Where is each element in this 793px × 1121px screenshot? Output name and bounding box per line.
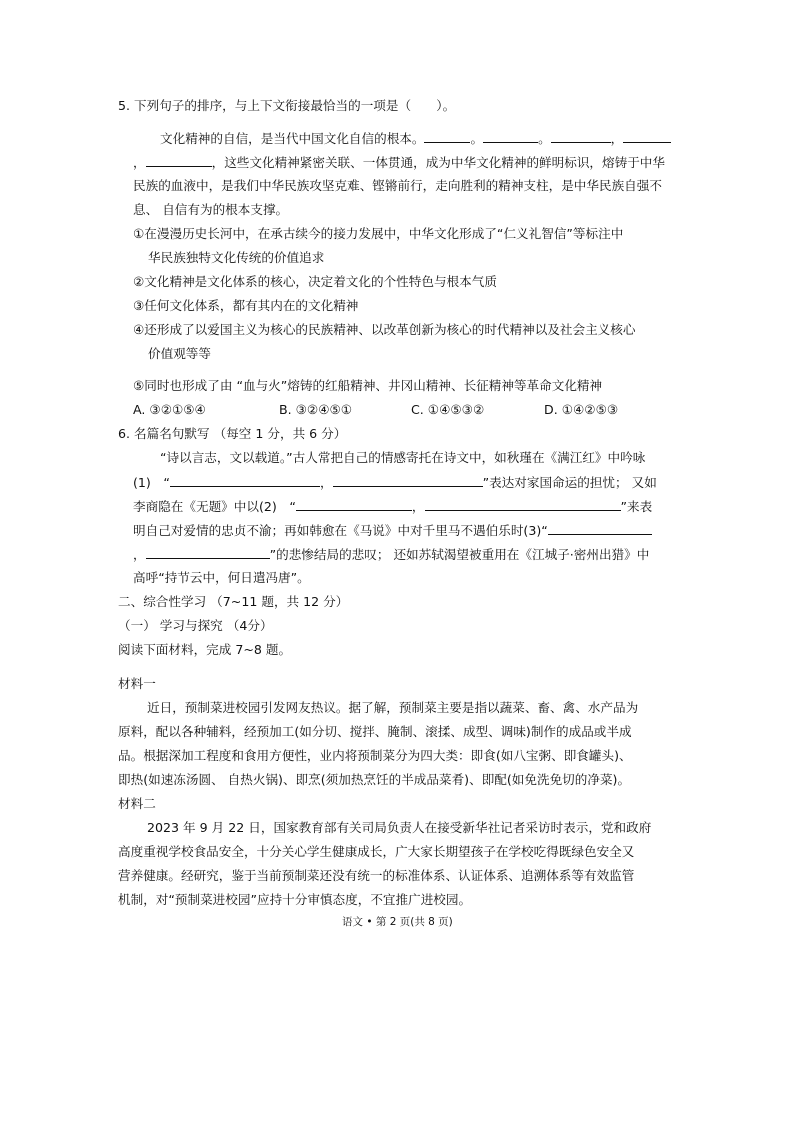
punct: 。 — [538, 131, 551, 146]
material-2-line-3: 营养健康。经研究，鉴于当前预制菜还没有统一的标准体系、认证体系、追溯体系等有效监管 — [118, 868, 635, 883]
q5-sentence-1-cont: 华民族独特文化传统的价值追求 — [148, 250, 325, 265]
material-2-label: 材料二 — [118, 796, 156, 811]
fill-blank[interactable] — [623, 130, 671, 143]
punct: ， — [610, 131, 624, 146]
q6-line-5 — [133, 546, 649, 563]
material-2-line-2: 高度重视学校食品安全，十分关心学生健康成长，广大家长期望孩子在学校吃得既绿色安全又 — [118, 844, 635, 859]
option-a[interactable]: A. ③②①⑤④ — [133, 402, 206, 417]
fill-blank[interactable] — [551, 130, 611, 143]
fill-blank[interactable] — [424, 130, 470, 143]
q6-text: ”的悲惨结局的悲叹； 还如苏轼渴望被重用在《江城子·密州出猎》中 — [269, 547, 650, 562]
q5-para-text: 文化精神的自信，是当代中国文化自信的根本。 — [160, 131, 425, 146]
option-d[interactable]: D. ①④②⑤③ — [544, 402, 619, 417]
q6-text: (1) “ — [133, 475, 170, 490]
q6-line-2 — [133, 474, 657, 491]
fill-blank[interactable] — [333, 474, 483, 487]
q6-text: ”表达对家国命运的担忧； 又如 — [482, 475, 657, 490]
material-1-line-1: 近日，预制菜进校园引发网友热议。据了解，预制菜主要是指以蔬菜、畜、禽、水产品为 — [147, 700, 639, 715]
q6-line-1: “诗以言志，文以载道。”古人常把自己的情感寄托在诗文中，如秋瑾在《满江红》中吟咏 — [160, 450, 646, 465]
section-2-subtitle: （一） 学习与探究 （4分） — [118, 618, 273, 633]
material-1-line-3: 品。根据深加工程度和食用方便性，业内将预制菜分为四大类：即食(如八宝粥、即食罐头)、 — [118, 748, 632, 763]
material-2-line-4: 机制，对“预制菜进校园”应持十分审慎态度，不宜推广进校园。 — [118, 892, 472, 907]
fill-blank[interactable] — [146, 154, 212, 167]
fill-blank[interactable] — [425, 498, 621, 511]
q6-text: 明自己对爱情的忠贞不渝；再如韩愈在《马说》中对千里马不遇伯乐时(3)“ — [133, 523, 548, 538]
q5-sentence-4: ④还形成了以爱国主义为核心的民族精神、以改革创新为核心的时代精神以及社会主义核心 — [133, 322, 636, 337]
fill-blank[interactable] — [170, 474, 320, 487]
q5-paragraph-line-1 — [160, 130, 671, 147]
q6-line-6: 高呼“持节云中，何日遣冯唐”。 — [133, 570, 310, 585]
fill-blank[interactable] — [146, 546, 270, 559]
page-footer: 语文 • 第 2 页(共 8 页) — [342, 916, 453, 928]
material-2-line-1: 2023 年 9 月 22 日，国家教育部有关司局负责人在接受新华社记者采访时表示，党和政府 — [147, 820, 652, 835]
q5-sentence-5: ⑤同时也形成了由 “血与火”熔铸的红船精神、井冈山精神、长征精神等革命文化精神 — [133, 378, 603, 393]
q5-sentence-2: ②文化精神是文化体系的核心，决定着文化的个性特色与根本气质 — [133, 274, 497, 289]
q6-text: 李商隐在《无题》中以(2) “ — [133, 499, 296, 514]
q6-text: ”来表 — [620, 499, 653, 514]
q6-line-3 — [133, 498, 652, 515]
punct: ， — [133, 547, 146, 562]
fill-blank[interactable] — [548, 522, 652, 535]
punct: ， — [133, 155, 146, 170]
q5-options — [133, 402, 673, 418]
q5-paragraph-line-2 — [133, 154, 665, 171]
section-2-intro: 阅读下面材料，完成 7~8 题。 — [118, 642, 292, 657]
material-1-label: 材料一 — [118, 676, 156, 691]
q5-paragraph-line-3: 民族的血液中，是我们中华民族攻坚克难、铿锵前行，走向胜利的精神支柱，是中华民族自强不 — [133, 178, 662, 193]
option-b[interactable]: B. ③②④⑤① — [279, 402, 353, 417]
q6-stem: 6. 名篇名句默写 （每空 1 分，共 6 分） — [118, 426, 347, 441]
punct: ， — [411, 499, 425, 514]
punct: 。 — [470, 131, 484, 146]
q5-sentence-4-cont: 价值观等等 — [148, 346, 211, 361]
option-c[interactable]: C. ①④⑤③② — [411, 402, 485, 417]
material-1-line-2: 原料，配以各种辅料，经预加工(如分切、搅拌、腌制、滚揉、成型、调味)制作的成品或半成 — [118, 724, 632, 739]
fill-blank[interactable] — [296, 498, 412, 511]
q5-paragraph-line-4: 息、 自信有为的根本支撑。 — [133, 202, 289, 217]
q5-para-text: ，这些文化精神紧密关联、一体贯通，成为中华文化精神的鲜明标识，熔铸于中华 — [211, 155, 665, 170]
material-1-line-4: 即热(如速冻汤圆、 自热火锅)、即烹(须加热烹饪的半成品菜肴)、即配(如免洗免切的净菜)。 — [118, 772, 631, 787]
section-2-title: 二、综合性学习 （7~11 题，共 12 分） — [118, 594, 349, 609]
q5-sentence-1: ①在漫漫历史长河中，在承古续今的接力发展中，中华文化形成了“仁义礼智信”等标注中 — [133, 226, 624, 241]
punct: ， — [319, 475, 333, 490]
q5-sentence-3: ③任何文化体系，都有其内在的文化精神 — [133, 298, 359, 313]
q5-stem: 5. 下列句子的排序，与上下文衔接最恰当的一项是（ ）。 — [118, 98, 456, 113]
q6-line-4 — [133, 522, 652, 539]
fill-blank[interactable] — [483, 130, 538, 143]
